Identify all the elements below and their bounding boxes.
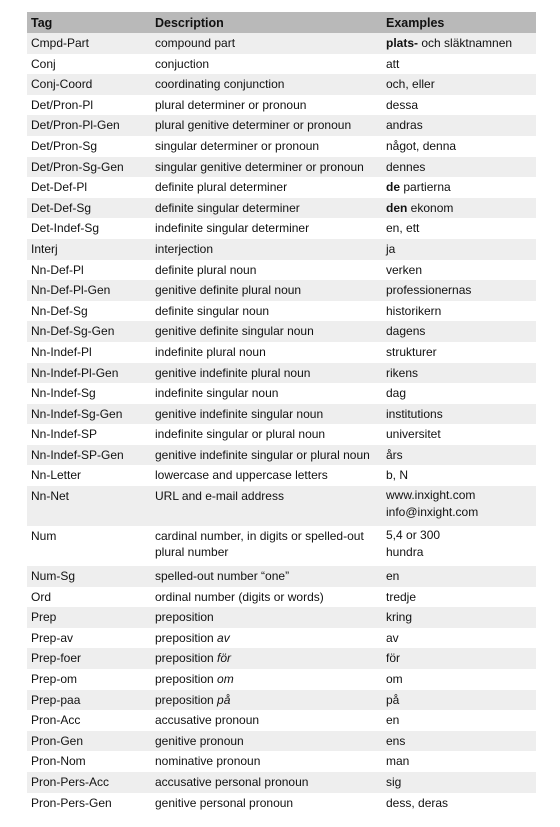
description-text: genitive indefinite singular or plural noun: [155, 447, 370, 462]
example-text: att: [386, 56, 400, 71]
example-text: historikern: [386, 303, 442, 318]
description-text: genitive definite plural noun: [155, 283, 302, 298]
table-row: [27, 587, 536, 608]
description-cell: [151, 692, 383, 708]
description-cell: [151, 159, 383, 175]
table-row: [27, 239, 536, 260]
tag-cell: Conj: [31, 56, 56, 71]
description-text: genitive indefinite plural noun: [155, 365, 311, 380]
example-text: en: [386, 569, 400, 584]
description-text: preposition: [155, 630, 218, 645]
description-text: spelled-out number “one”: [155, 569, 290, 584]
tag-cell: Nn-Indef-SP-Gen: [31, 447, 124, 462]
examples-cell: [383, 692, 536, 708]
examples-cell: [383, 733, 536, 749]
example-text: professionernas: [386, 283, 472, 298]
description-cell: [151, 138, 383, 154]
header-tag: Tag: [31, 15, 53, 30]
examples-cell: [383, 630, 536, 646]
examples-cell: [383, 712, 536, 728]
description-cell: [151, 488, 383, 504]
description-cell: [151, 733, 383, 749]
examples-cell: [383, 568, 536, 584]
description-cell: [151, 753, 383, 769]
table-row: [27, 115, 536, 136]
description-cell: [151, 774, 383, 790]
examples-cell: [383, 650, 536, 666]
description-italic-word: på: [217, 692, 231, 707]
description-cell: [151, 795, 383, 811]
tag-cell: Nn-Indef-Pl-Gen: [31, 365, 119, 380]
tag-cell: Prep-paa: [31, 692, 81, 707]
examples-cell: [383, 589, 536, 605]
description-cell: [151, 467, 383, 483]
tag-cell: Det/Pron-Pl-Gen: [31, 118, 120, 133]
table-row: [27, 198, 536, 219]
table-row: [27, 363, 536, 384]
tag-cell: Pron-Pers-Acc: [31, 775, 110, 789]
description-cell: [151, 262, 383, 278]
tag-cell: Nn-Indef-Sg-Gen: [31, 406, 123, 421]
header-description: Description: [155, 15, 224, 30]
example-bold-word: plats-: [386, 36, 419, 50]
description-cell: [151, 589, 383, 605]
description-text: plural determiner or pronoun: [155, 97, 307, 112]
example-text: av: [386, 630, 399, 645]
examples-cell: [383, 795, 536, 811]
description-cell: [151, 220, 383, 236]
description-text: ordinal number (digits or words): [155, 589, 324, 604]
examples-cell: [383, 774, 536, 790]
examples-cell: [383, 344, 536, 360]
tag-cell: Det-Def-Sg: [31, 200, 92, 215]
tag-cell: Num-Sg: [31, 569, 76, 584]
tag-cell: Prep-av: [31, 630, 74, 645]
description-text: singular determiner or pronoun: [155, 138, 320, 153]
examples-cell: [383, 426, 536, 442]
description-text: plural genitive determiner or pronoun: [155, 118, 352, 133]
description-text: singular genitive determiner or pronoun: [155, 159, 364, 174]
example-text: för: [386, 651, 401, 666]
tag-cell: Nn-Net: [31, 489, 70, 504]
example-text: en, ett: [386, 221, 420, 236]
example-bold-word: de: [386, 180, 401, 195]
examples-cell: [383, 609, 536, 625]
tag-cell: Interj: [31, 241, 58, 256]
description-text: indefinite plural noun: [155, 344, 266, 359]
tag-cell: Det-Def-Pl: [31, 180, 88, 195]
table-row: [27, 218, 536, 239]
examples-cell: [383, 76, 536, 92]
description-cell: [151, 650, 383, 666]
example-text: på: [386, 692, 400, 707]
example-text: 5,4 or 300: [386, 528, 441, 543]
tag-cell: Prep-foer: [31, 651, 82, 666]
description-cell: [151, 712, 383, 728]
tag-cell: Nn-Def-Pl-Gen: [31, 283, 111, 298]
tag-cell: Nn-Def-Sg: [31, 303, 88, 318]
description-text: nominative pronoun: [155, 754, 261, 769]
example-text: dessa: [386, 97, 419, 112]
examples-cell: [383, 262, 536, 278]
table-row: [27, 690, 536, 711]
example-text: och, eller: [386, 77, 435, 92]
examples-cell: [383, 200, 536, 216]
description-text: preposition: [155, 610, 214, 625]
description-text: definite singular determiner: [155, 200, 300, 215]
description-cell: [151, 200, 383, 216]
table-header: [27, 12, 536, 33]
examples-cell: [383, 753, 536, 769]
description-cell: [151, 35, 383, 51]
tag-cell: Nn-Def-Pl: [31, 262, 84, 277]
example-text: och släktnamnen: [418, 36, 513, 50]
example-text: års: [386, 447, 403, 462]
table-row: [27, 95, 536, 116]
description-cell: [151, 385, 383, 401]
example-text: verken: [386, 262, 423, 277]
example-text: om: [386, 672, 403, 687]
table-row: [27, 465, 536, 486]
example-text: institutions: [386, 406, 443, 421]
examples-cell: [383, 323, 536, 339]
example-text: ja: [386, 241, 396, 256]
description-text: compound part: [155, 36, 236, 50]
examples-cell: [383, 406, 536, 422]
example-text: dess, deras: [386, 795, 449, 810]
example-text: www.inxight.com: [386, 488, 476, 503]
table-row: [27, 280, 536, 301]
description-text: preposition: [155, 651, 218, 666]
description-cell: [151, 56, 383, 72]
examples-cell: [383, 159, 536, 175]
table-row: [27, 526, 536, 566]
table-row: [27, 136, 536, 157]
example-text: andras: [386, 118, 423, 133]
example-text: något, denna: [386, 138, 457, 153]
description-text: preposition: [155, 692, 218, 707]
example-text-line2: hundra: [386, 545, 424, 560]
description-text: indefinite singular noun: [155, 386, 279, 401]
examples-cell: [383, 35, 536, 51]
table-row: [27, 445, 536, 466]
examples-cell: [383, 220, 536, 236]
example-text: rikens: [386, 365, 419, 380]
tag-cell: Nn-Indef-Pl: [31, 344, 92, 359]
tag-cell: Nn-Def-Sg-Gen: [31, 324, 115, 339]
description-cell: [151, 344, 383, 360]
tag-cell: Nn-Indef-Sg: [31, 386, 96, 401]
description-cell: [151, 179, 383, 195]
table-row: [27, 383, 536, 404]
description-text: interjection: [155, 241, 214, 256]
description-text: accusative personal pronoun: [155, 775, 309, 789]
tag-cell: Ord: [31, 589, 52, 604]
description-text: indefinite singular or plural noun: [155, 427, 326, 442]
examples-cell: [383, 528, 536, 562]
description-cell: [151, 76, 383, 92]
table-row: [27, 177, 536, 198]
example-text: tredje: [386, 589, 417, 604]
tag-cell: Det/Pron-Pl: [31, 97, 94, 112]
example-text: universitet: [386, 427, 441, 442]
tag-cell: Pron-Pers-Gen: [31, 795, 112, 810]
description-text-line2: plural number: [155, 545, 229, 560]
description-text: conjuction: [155, 56, 210, 71]
tag-cell: Conj-Coord: [31, 77, 93, 92]
table-row: [27, 342, 536, 363]
description-text: accusative pronoun: [155, 713, 260, 728]
table-row: [27, 628, 536, 649]
description-cell: [151, 117, 383, 133]
example-text: b, N: [386, 468, 409, 483]
example-text: en: [386, 713, 400, 728]
description-cell: [151, 528, 383, 560]
examples-cell: [383, 385, 536, 401]
table-row: [27, 793, 536, 814]
table-row: [27, 607, 536, 628]
tag-cell: Det/Pron-Sg-Gen: [31, 159, 124, 174]
table-row: [27, 731, 536, 752]
description-italic-word: om: [217, 672, 234, 687]
description-cell: [151, 97, 383, 113]
description-text: definite singular noun: [155, 303, 270, 318]
examples-cell: [383, 447, 536, 463]
tag-cell: Det/Pron-Sg: [31, 138, 98, 153]
description-cell: [151, 241, 383, 257]
description-text: coordinating conjunction: [155, 77, 285, 92]
table-row: [27, 710, 536, 731]
table-row: [27, 486, 536, 526]
table-row: [27, 669, 536, 690]
tag-cell: Pron-Nom: [31, 754, 86, 769]
description-text: definite plural noun: [155, 262, 257, 277]
example-text-line2: info@inxight.com: [386, 505, 479, 520]
examples-cell: [383, 365, 536, 381]
description-cell: [151, 630, 383, 646]
table-row: [27, 424, 536, 445]
description-text: genitive definite singular noun: [155, 324, 314, 339]
tag-cell: Pron-Acc: [31, 713, 81, 728]
example-text: dagens: [386, 324, 426, 339]
tag-cell: Nn-Letter: [31, 468, 82, 483]
example-bold-word: den: [386, 200, 408, 215]
table-row: [27, 566, 536, 587]
tag-table: [27, 12, 536, 813]
table-row: [27, 648, 536, 669]
description-cell: [151, 447, 383, 463]
example-text: ekonom: [407, 200, 454, 215]
example-text: ens: [386, 733, 406, 748]
example-text: kring: [386, 610, 413, 625]
header-examples: Examples: [386, 15, 445, 30]
table-row: [27, 404, 536, 425]
description-cell: [151, 609, 383, 625]
table-row: [27, 33, 536, 54]
description-text: genitive pronoun: [155, 733, 244, 748]
description-text: URL and e-mail address: [155, 489, 284, 504]
table-row: [27, 260, 536, 281]
description-cell: [151, 365, 383, 381]
examples-cell: [383, 671, 536, 687]
example-text: strukturer: [386, 344, 437, 359]
description-italic-word: av: [217, 630, 230, 645]
table-row: [27, 751, 536, 772]
description-cell: [151, 282, 383, 298]
description-text: genitive indefinite singular noun: [155, 406, 324, 421]
example-text: partierna: [400, 180, 451, 195]
examples-cell: [383, 282, 536, 298]
examples-cell: [383, 303, 536, 319]
tag-cell: Prep-om: [31, 672, 78, 687]
table-row: [27, 301, 536, 322]
description-cell: [151, 303, 383, 319]
description-text: definite plural determiner: [155, 180, 288, 195]
description-cell: [151, 568, 383, 584]
tag-cell: Num: [31, 529, 57, 544]
examples-cell: [383, 241, 536, 257]
description-text: lowercase and uppercase letters: [155, 468, 328, 483]
table-row: [27, 74, 536, 95]
description-cell: [151, 323, 383, 339]
examples-cell: [383, 467, 536, 483]
table-row: [27, 157, 536, 178]
description-cell: [151, 406, 383, 422]
description-text: preposition: [155, 672, 218, 687]
examples-cell: [383, 56, 536, 72]
example-text: dennes: [386, 159, 426, 174]
table-row: [27, 321, 536, 342]
table-row: [27, 54, 536, 75]
description-italic-word: för: [217, 651, 232, 666]
tag-cell: Nn-Indef-SP: [31, 427, 98, 442]
tag-cell: Cmpd-Part: [31, 36, 90, 50]
table-row: [27, 772, 536, 793]
example-text: man: [386, 754, 410, 769]
description-cell: [151, 426, 383, 442]
description-text: indefinite singular determiner: [155, 221, 310, 236]
table-body: [27, 33, 536, 813]
examples-cell: [383, 488, 536, 522]
tag-cell: Det-Indef-Sg: [31, 221, 100, 236]
example-text: dag: [386, 386, 407, 401]
examples-cell: [383, 138, 536, 154]
tag-cell: Pron-Gen: [31, 733, 84, 748]
tag-cell: Prep: [31, 610, 57, 625]
example-text: sig: [386, 775, 402, 789]
description-cell: [151, 671, 383, 687]
examples-cell: [383, 179, 536, 195]
examples-cell: [383, 117, 536, 133]
description-text: genitive personal pronoun: [155, 795, 294, 810]
description-text: cardinal number, in digits or spelled-out: [155, 529, 364, 544]
examples-cell: [383, 97, 536, 113]
